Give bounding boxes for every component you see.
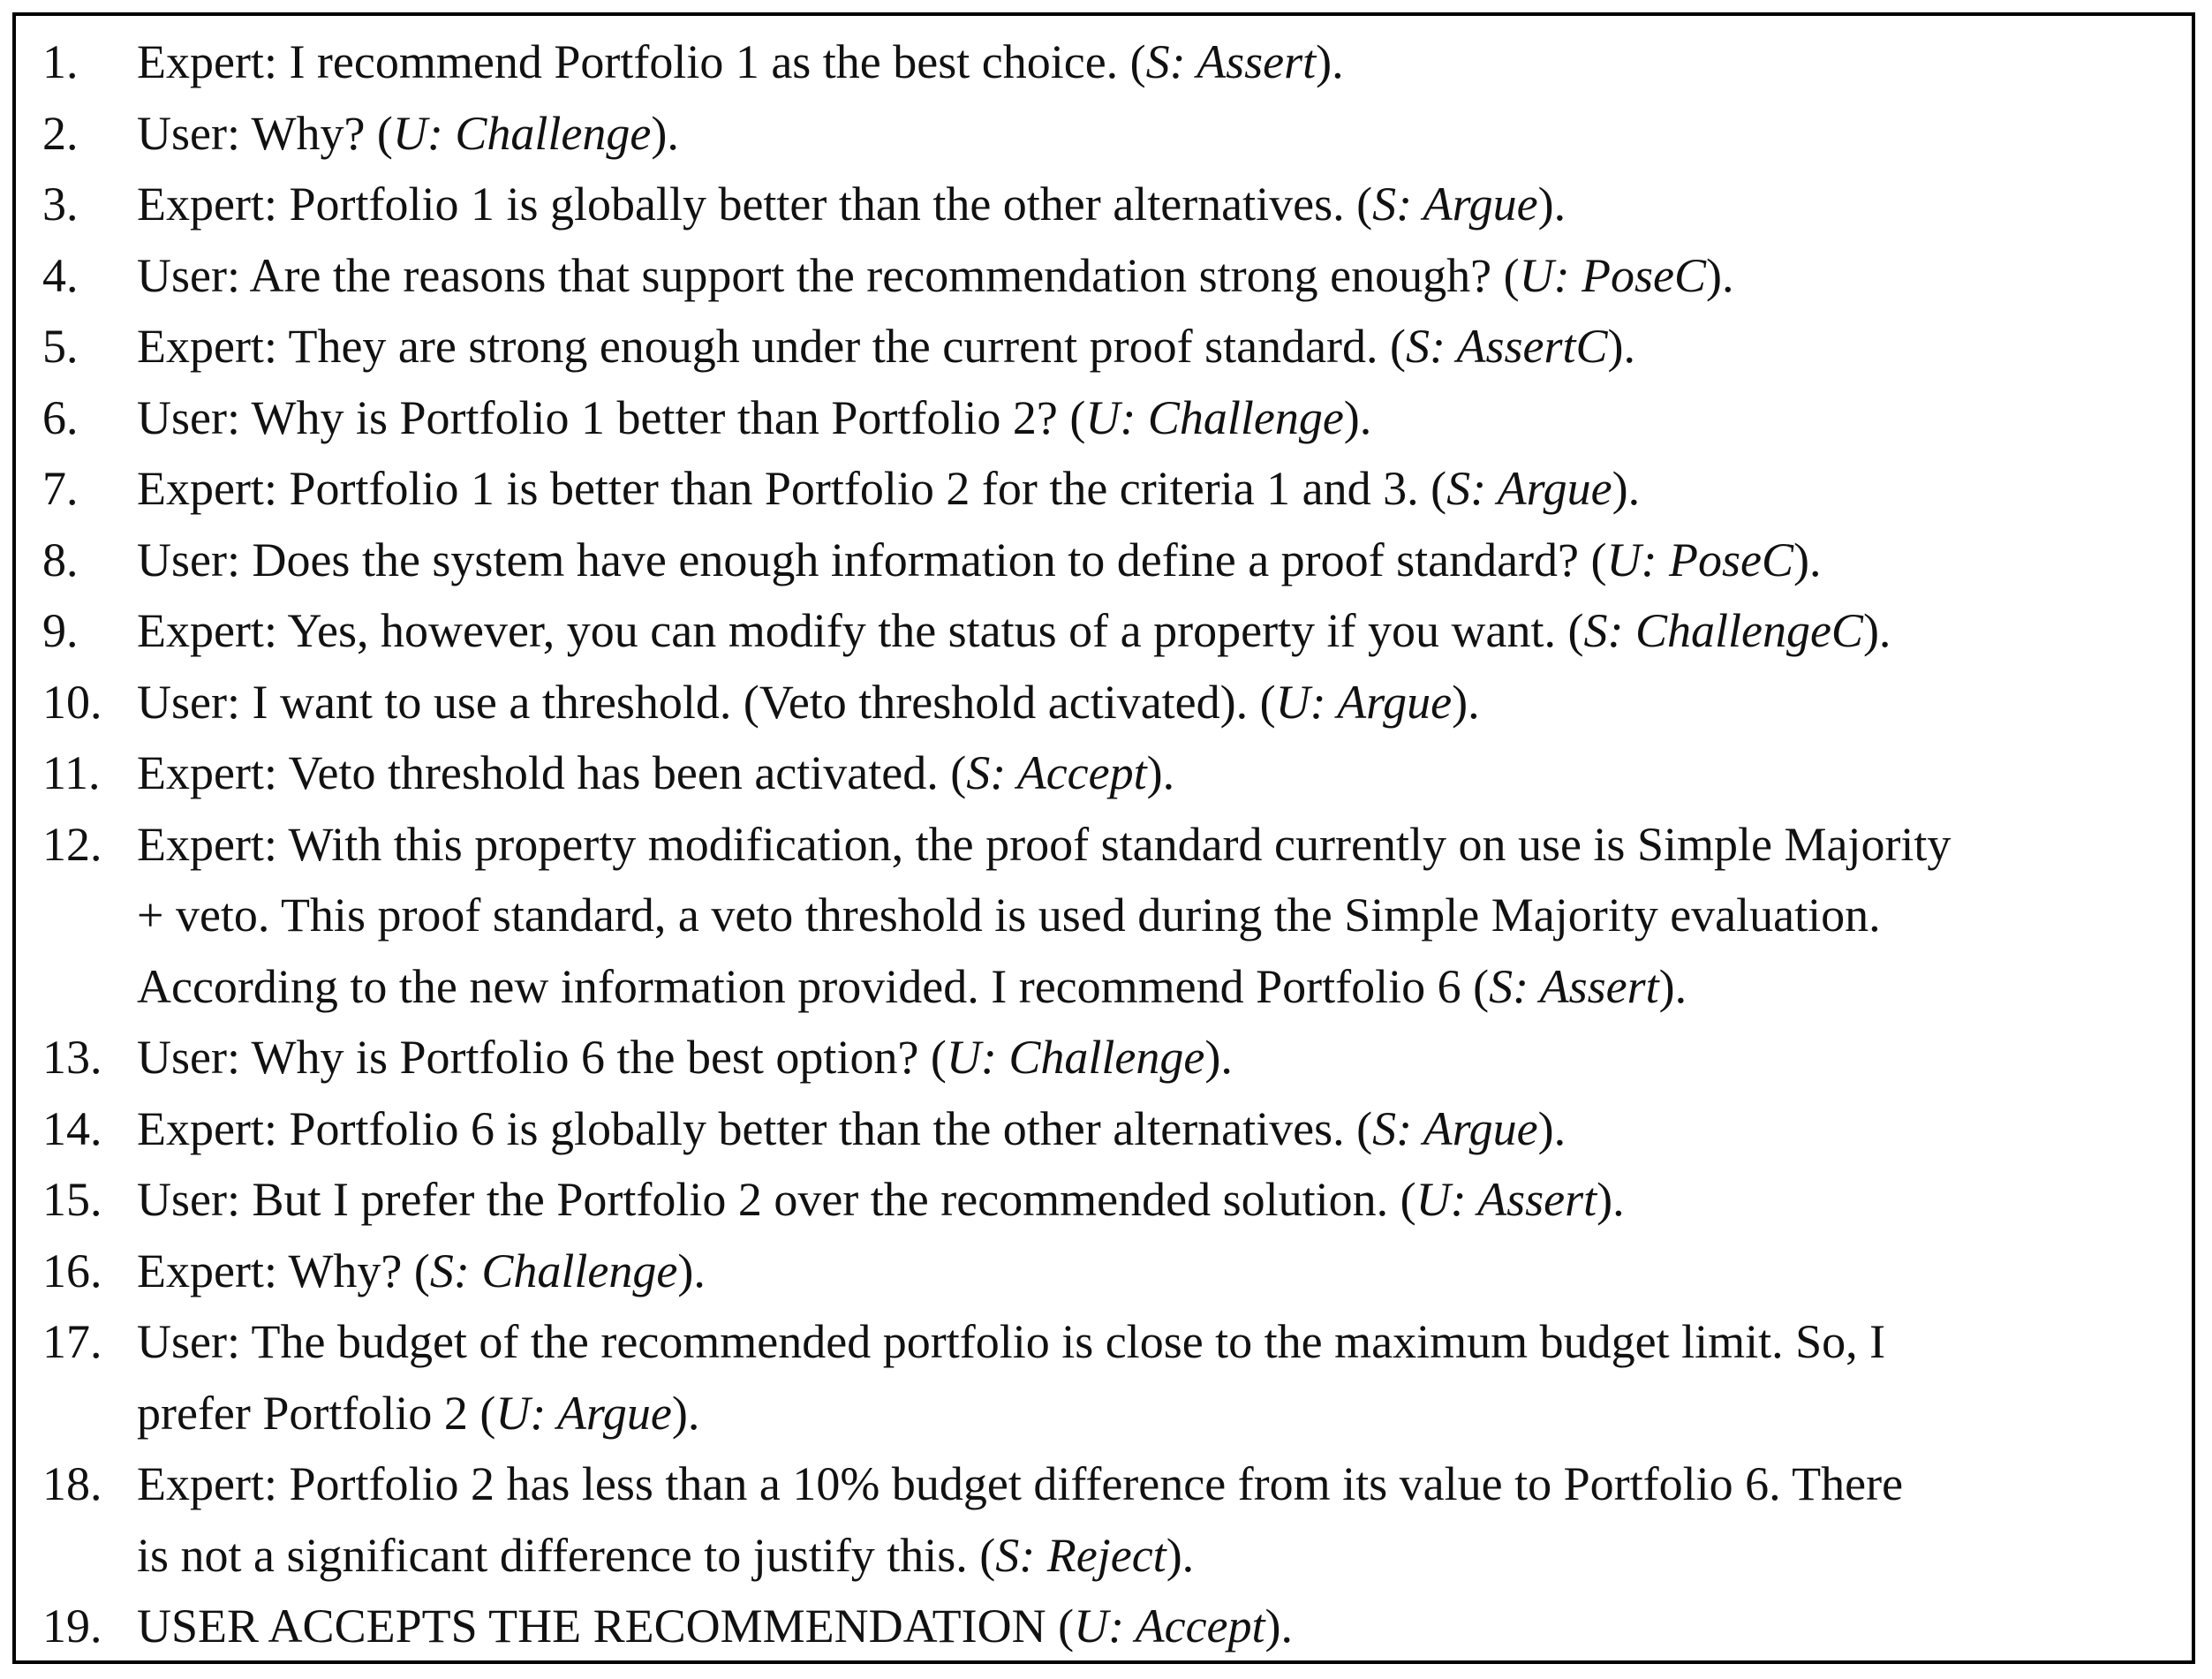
speech-act-tag: U: Challenge: [1085, 390, 1344, 444]
turn-line: [137, 453, 2172, 525]
utterance-text: Expert: With this property modification, the proof standard currently on use is Simple Majority: [137, 817, 1952, 871]
speech-act-tag: U: Argue: [495, 1386, 672, 1440]
turn-line: [137, 595, 2172, 667]
dialogue-turn: [42, 809, 2172, 1023]
closing-punctuation: ).: [1166, 1528, 1195, 1582]
dialogue-turn: [42, 382, 2172, 454]
turn-text: [137, 26, 2172, 98]
turn-line: [137, 880, 2172, 951]
utterance-text: User: Why is Portfolio 6 the best option? (: [137, 1031, 947, 1084]
turn-text: [137, 1591, 2172, 1662]
dialogue-turn: [42, 1022, 2172, 1093]
utterance-text: User: Are the reasons that support the recommendation strong enough? (: [137, 248, 1520, 302]
closing-punctuation: ).: [1537, 1101, 1567, 1155]
turn-number: 1.: [42, 35, 79, 88]
closing-punctuation: ).: [1658, 959, 1687, 1013]
dialogue-turn: [42, 1306, 2172, 1448]
turn-line: [137, 525, 2172, 596]
turn-text: [137, 525, 2172, 596]
speech-act-tag: U: Challenge: [392, 106, 652, 160]
turn-number: 10.: [42, 675, 102, 729]
dialogue-turn: [42, 1236, 2172, 1307]
turn-line: [137, 240, 2172, 312]
closing-punctuation: ).: [1612, 462, 1641, 515]
turn-text: [137, 1022, 2172, 1093]
turn-line: [137, 1022, 2172, 1093]
turn-number: 19.: [42, 1600, 102, 1653]
closing-punctuation: ).: [1862, 604, 1891, 657]
dialogue-turn: [42, 169, 2172, 240]
utterance-text: User: The budget of the recommended portfolio is close to the maximum budget limit. So, I: [137, 1315, 1886, 1368]
turn-line: [137, 667, 2172, 738]
turn-text: [137, 1236, 2172, 1307]
utterance-text: Expert: Portfolio 6 is globally better than the other alternatives. (: [137, 1101, 1373, 1155]
speech-act-tag: S: Reject: [995, 1528, 1166, 1582]
turn-text: [137, 595, 2172, 667]
speech-act-tag: S: Challenge: [429, 1244, 678, 1297]
turn-text: [137, 311, 2172, 382]
turn-line: [137, 1591, 2172, 1662]
utterance-text: User: I want to use a threshold. (Veto threshold activated). (: [137, 675, 1276, 729]
turn-text: [137, 453, 2172, 525]
dialogue-turn: [42, 1591, 2172, 1662]
closing-punctuation: ).: [1146, 746, 1175, 799]
turn-text: [137, 240, 2172, 312]
turn-number: 2.: [42, 106, 79, 160]
utterance-text: Expert: Portfolio 1 is globally better than the other alternatives. (: [137, 178, 1373, 231]
dialogue-turn: [42, 26, 2172, 98]
utterance-text: User: Does the system have enough information to define a proof standard? (: [137, 533, 1607, 586]
turn-line: [137, 737, 2172, 809]
turn-line: [137, 382, 2172, 454]
closing-punctuation: ).: [651, 106, 679, 160]
utterance-text: Expert: I recommend Portfolio 1 as the best choice. (: [137, 35, 1146, 88]
dialogue-turn: [42, 453, 2172, 525]
turn-number: 16.: [42, 1244, 102, 1297]
speech-act-tag: S: AssertC: [1406, 320, 1608, 373]
dialogue-turn: [42, 737, 2172, 809]
utterance-text: Expert: Why? (: [137, 1244, 430, 1297]
turn-text: [137, 1164, 2172, 1236]
dialogue-turn: [42, 595, 2172, 667]
closing-punctuation: ).: [1537, 178, 1567, 231]
turn-line: [137, 26, 2172, 98]
closing-punctuation: ).: [671, 1386, 700, 1440]
utterance-text: USER ACCEPTS THE RECOMMENDATION (: [137, 1600, 1075, 1653]
utterance-text: Expert: They are strong enough under the current proof standard. (: [137, 320, 1407, 373]
speech-act-tag: S: Assert: [1145, 35, 1317, 88]
closing-punctuation: ).: [1607, 320, 1636, 373]
utterance-text: Expert: Yes, however, you can modify the status of a property if you want. (: [137, 604, 1584, 657]
turn-text: [137, 1448, 2172, 1591]
turn-line: [137, 98, 2172, 170]
utterance-text: prefer Portfolio 2 (: [137, 1386, 496, 1440]
speech-act-tag: U: Challenge: [946, 1031, 1205, 1084]
dialogue-turn: [42, 240, 2172, 312]
turn-number: 8.: [42, 533, 79, 586]
turn-line: [137, 809, 2172, 881]
speech-act-tag: S: Accept: [966, 746, 1147, 799]
turn-number: 3.: [42, 178, 79, 231]
dialogue-turn: [42, 1093, 2172, 1165]
dialogue-turn: [42, 1164, 2172, 1236]
turn-text: [137, 169, 2172, 240]
utterance-text: + veto. This proof standard, a veto threshold is used during the Simple Majority evaluation.: [137, 889, 1881, 942]
speech-act-tag: U: PoseC: [1519, 248, 1707, 302]
turn-line: [137, 1093, 2172, 1165]
turn-number: 11.: [42, 746, 101, 799]
closing-punctuation: ).: [1452, 675, 1480, 729]
speech-act-tag: S: Assert: [1489, 959, 1659, 1013]
dialogue-turn: [42, 311, 2172, 382]
turn-line: [137, 169, 2172, 240]
speech-act-tag: S: Argue: [1446, 462, 1612, 515]
turn-text: [137, 809, 2172, 1023]
dialogue-turn: [42, 1448, 2172, 1591]
closing-punctuation: ).: [1706, 248, 1734, 302]
turn-number: 6.: [42, 390, 79, 444]
turn-line: [137, 1164, 2172, 1236]
turn-number: 7.: [42, 462, 79, 515]
turn-text: [137, 1306, 2172, 1448]
utterance-text: Expert: Portfolio 2 has less than a 10% budget difference from its value to Portfolio 6. There: [137, 1457, 1904, 1510]
turn-line: [137, 951, 2172, 1023]
turn-line: [137, 1306, 2172, 1378]
turn-line: [137, 1448, 2172, 1520]
turn-number: 12.: [42, 817, 102, 871]
turn-number: 17.: [42, 1315, 102, 1368]
speech-act-tag: S: Argue: [1372, 178, 1538, 231]
utterance-text: Expert: Veto threshold has been activated. (: [137, 746, 967, 799]
closing-punctuation: ).: [1204, 1031, 1233, 1084]
turn-line: [137, 1236, 2172, 1307]
turn-number: 18.: [42, 1457, 102, 1510]
turn-text: [137, 98, 2172, 170]
closing-punctuation: ).: [677, 1244, 706, 1297]
turn-line: [137, 1520, 2172, 1592]
turn-line: [137, 1378, 2172, 1449]
utterance-text: is not a significant difference to justify this. (: [137, 1528, 996, 1582]
speech-act-tag: U: Assert: [1416, 1173, 1597, 1226]
closing-punctuation: ).: [1343, 390, 1372, 444]
utterance-text: According to the new information provided. I recommend Portfolio 6 (: [137, 959, 1490, 1013]
speech-act-tag: U: PoseC: [1606, 533, 1793, 586]
turn-number: 14.: [42, 1101, 102, 1155]
closing-punctuation: ).: [1597, 1173, 1625, 1226]
dialogue-list: [12, 12, 2195, 1664]
utterance-text: User: Why? (: [137, 106, 393, 160]
turn-number: 5.: [42, 320, 79, 373]
closing-punctuation: ).: [1316, 35, 1344, 88]
turn-text: [137, 737, 2172, 809]
closing-punctuation: ).: [1265, 1600, 1293, 1653]
turn-number: 15.: [42, 1173, 102, 1226]
turn-line: [137, 311, 2172, 382]
turn-text: [137, 382, 2172, 454]
utterance-text: Expert: Portfolio 1 is better than Portfolio 2 for the criteria 1 and 3. (: [137, 462, 1447, 515]
speech-act-tag: S: ChallengeC: [1583, 604, 1863, 657]
closing-punctuation: ).: [1793, 533, 1822, 586]
turn-number: 9.: [42, 604, 79, 657]
speech-act-tag: U: Argue: [1275, 675, 1453, 729]
turn-text: [137, 1093, 2172, 1165]
speech-act-tag: U: Accept: [1074, 1600, 1265, 1653]
dialogue-turn: [42, 525, 2172, 596]
dialogue-turn: [42, 98, 2172, 170]
speech-act-tag: S: Argue: [1372, 1101, 1538, 1155]
turn-number: 4.: [42, 248, 79, 302]
turn-number: 13.: [42, 1031, 102, 1084]
dialogue-turn: [42, 667, 2172, 738]
utterance-text: User: Why is Portfolio 1 better than Portfolio 2? (: [137, 390, 1086, 444]
utterance-text: User: But I prefer the Portfolio 2 over the recommended solution. (: [137, 1173, 1416, 1226]
turn-text: [137, 667, 2172, 738]
